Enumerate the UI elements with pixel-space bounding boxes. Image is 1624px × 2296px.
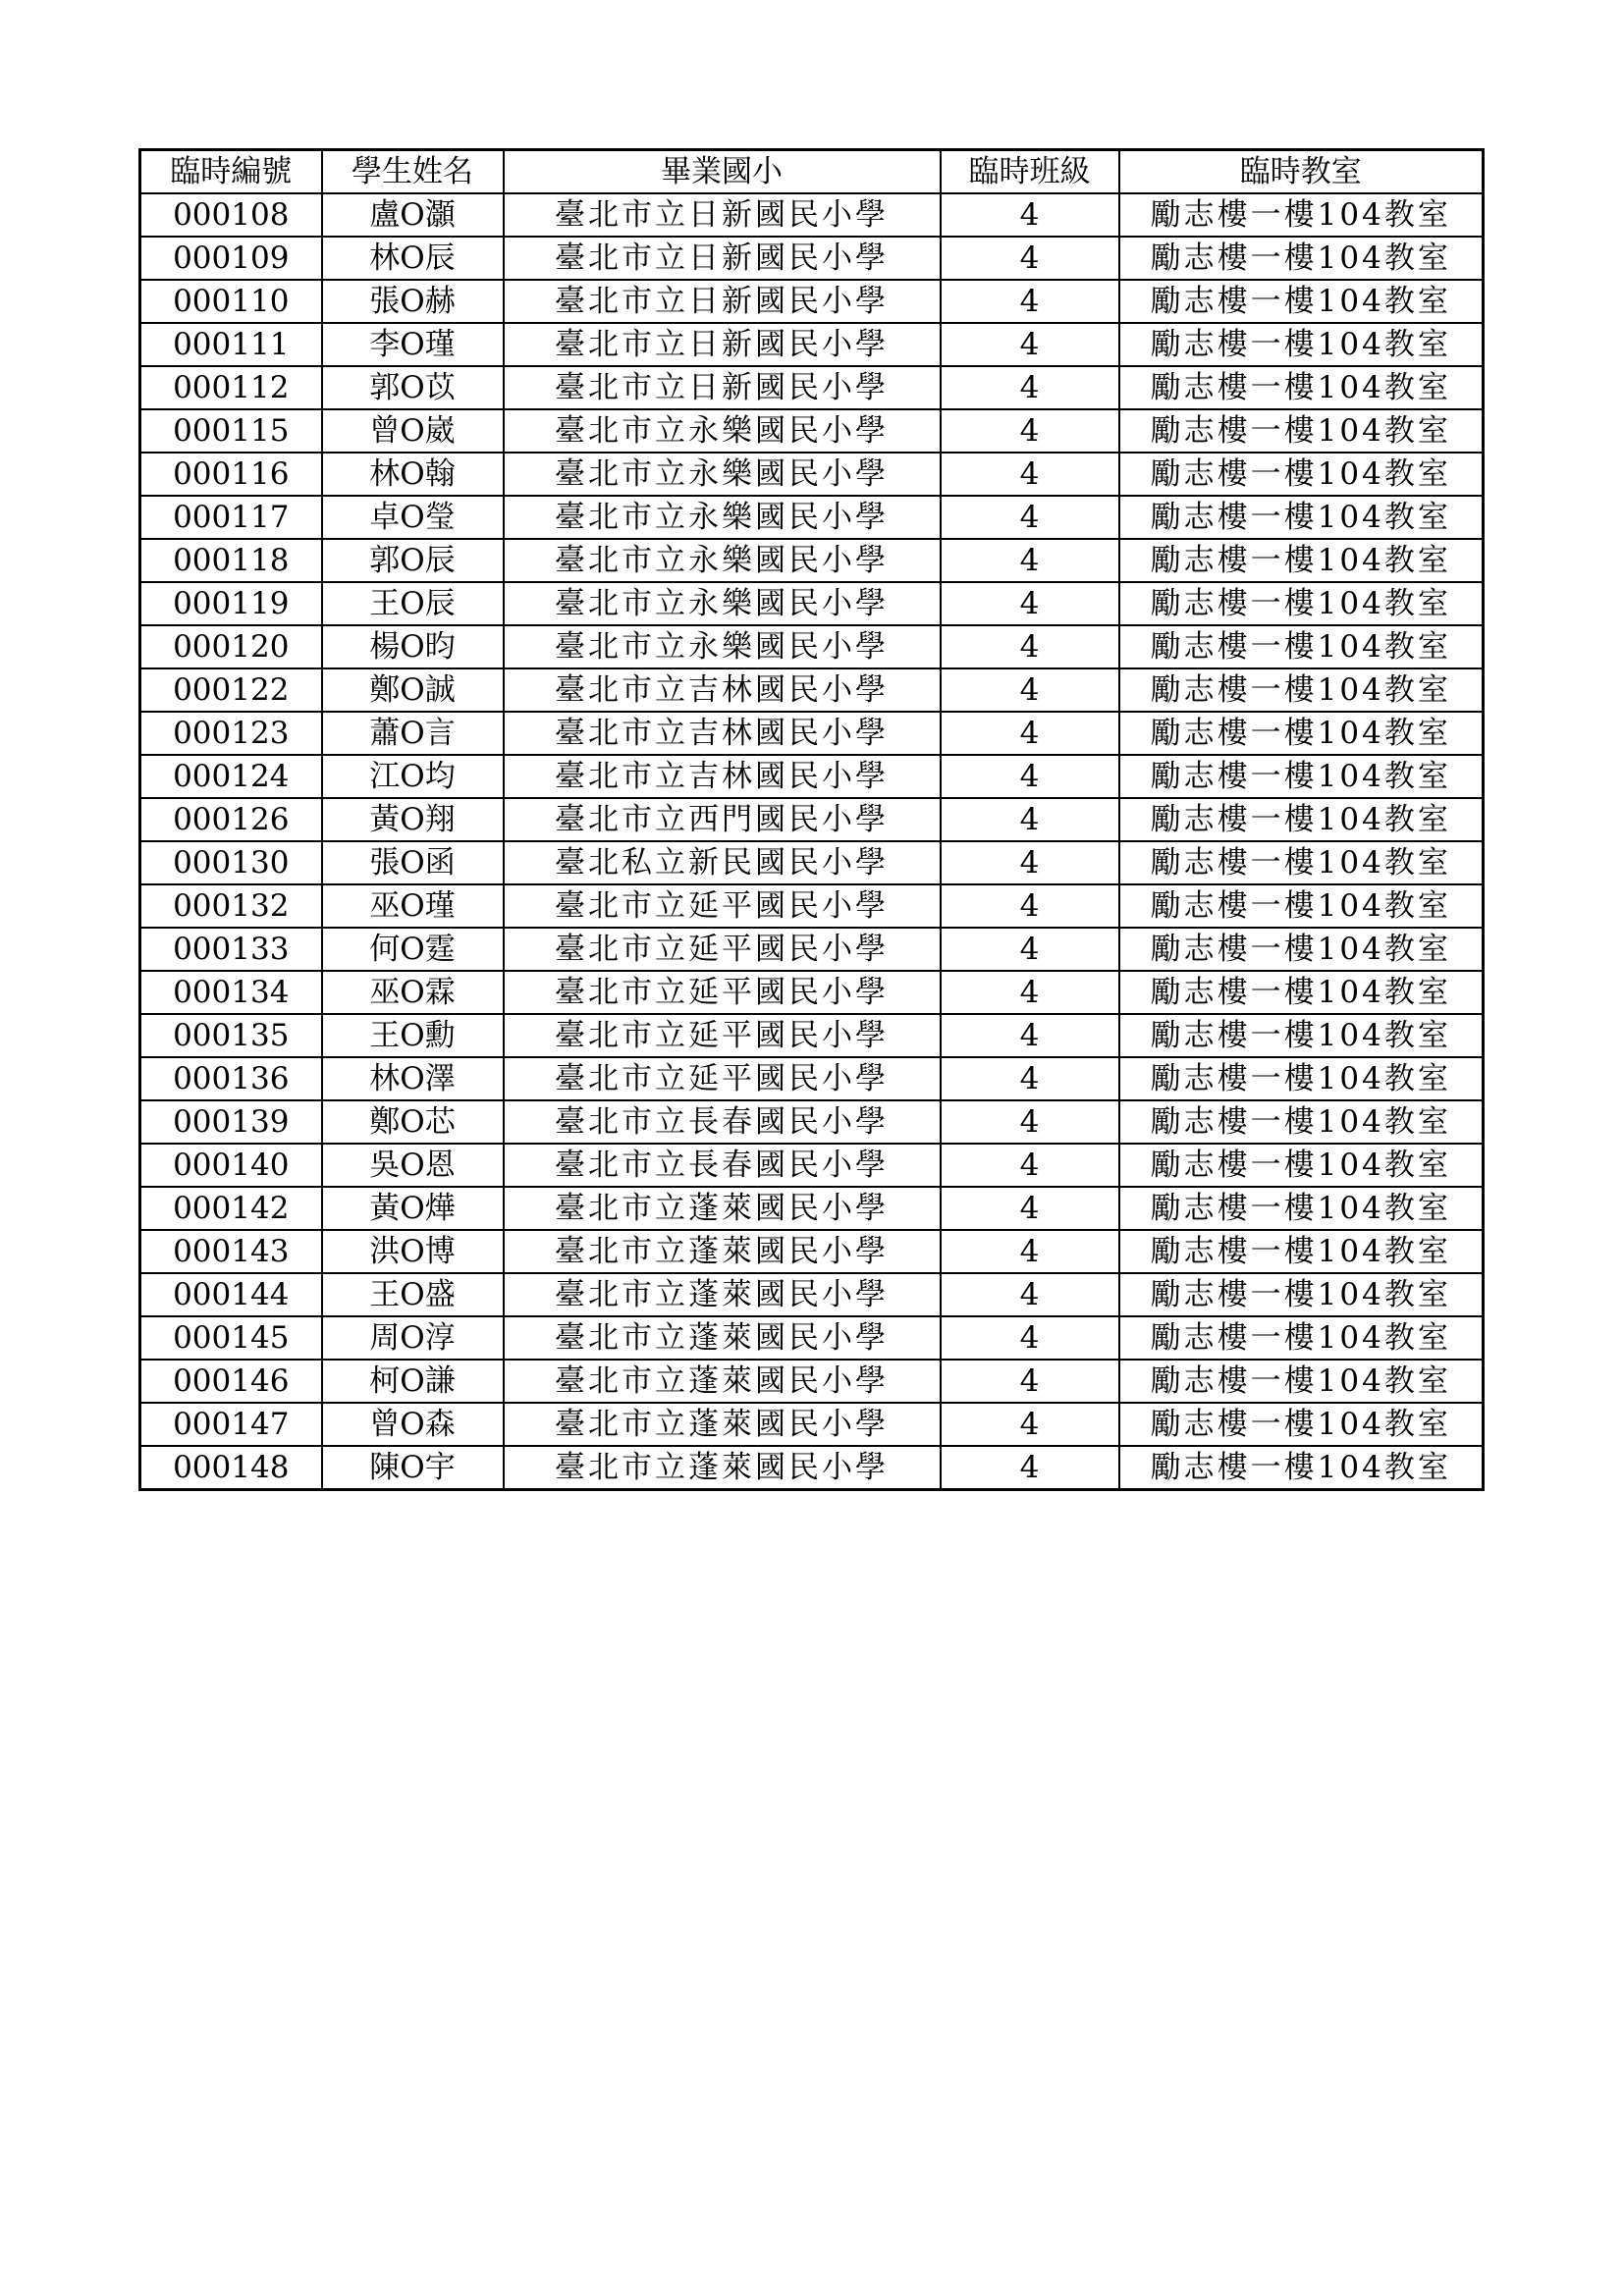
- header-row: [140, 150, 1484, 194]
- student-name-cell: 黃O燁: [322, 1187, 504, 1230]
- table-row: [140, 1360, 1484, 1403]
- school-cell: 臺北市立永樂國民小學: [504, 453, 941, 496]
- school-cell: 臺北市立日新國民小學: [504, 366, 941, 409]
- classroom-cell: 勵志樓一樓104教室: [1119, 884, 1484, 928]
- school-cell: 臺北市立日新國民小學: [504, 193, 941, 237]
- student-name-cell: 何O霆: [322, 928, 504, 971]
- table-row: [140, 755, 1484, 798]
- temp-id-cell: 000116: [140, 453, 322, 496]
- student-name-cell: 王O勳: [322, 1014, 504, 1057]
- table-row: [140, 366, 1484, 409]
- student-name-cell: 郭O苡: [322, 366, 504, 409]
- table-row: [140, 841, 1484, 884]
- student-name-cell: 卓O瑩: [322, 496, 504, 539]
- temp-id-cell: 000132: [140, 884, 322, 928]
- school-cell: 臺北市立吉林國民小學: [504, 668, 941, 712]
- classroom-cell: 勵志樓一樓104教室: [1119, 237, 1484, 280]
- table-row: [140, 237, 1484, 280]
- table-row: [140, 1187, 1484, 1230]
- temp-class-cell: 4: [941, 409, 1119, 453]
- table-header: [140, 150, 1484, 194]
- student-name-cell: 江O均: [322, 755, 504, 798]
- table-row: [140, 409, 1484, 453]
- school-cell: 臺北市立延平國民小學: [504, 884, 941, 928]
- temp-id-cell: 000146: [140, 1360, 322, 1403]
- table-row: [140, 280, 1484, 323]
- student-name-cell: 曾O森: [322, 1403, 504, 1446]
- table-row: [140, 1316, 1484, 1360]
- school-cell: 臺北市立永樂國民小學: [504, 496, 941, 539]
- classroom-cell: 勵志樓一樓104教室: [1119, 193, 1484, 237]
- temp-class-cell: 4: [941, 884, 1119, 928]
- classroom-cell: 勵志樓一樓104教室: [1119, 366, 1484, 409]
- school-cell: 臺北市立長春國民小學: [504, 1144, 941, 1187]
- classroom-cell: 勵志樓一樓104教室: [1119, 1316, 1484, 1360]
- school-cell: 臺北市立長春國民小學: [504, 1100, 941, 1144]
- temp-class-cell: 4: [941, 928, 1119, 971]
- temp-id-cell: 000119: [140, 582, 322, 625]
- classroom-cell: 勵志樓一樓104教室: [1119, 668, 1484, 712]
- classroom-cell: 勵志樓一樓104教室: [1119, 928, 1484, 971]
- school-cell: 臺北市立延平國民小學: [504, 971, 941, 1014]
- temp-class-cell: 4: [941, 496, 1119, 539]
- temp-class-cell: 4: [941, 539, 1119, 582]
- school-cell: 臺北市立永樂國民小學: [504, 409, 941, 453]
- student-roster-table: [138, 148, 1485, 1491]
- temp-class-cell: 4: [941, 366, 1119, 409]
- temp-id-cell: 000143: [140, 1230, 322, 1273]
- temp-id-cell: 000144: [140, 1273, 322, 1316]
- school-cell: 臺北市立吉林國民小學: [504, 712, 941, 755]
- student-name-cell: 鄭O誠: [322, 668, 504, 712]
- school-cell: 臺北市立永樂國民小學: [504, 582, 941, 625]
- table-row: [140, 625, 1484, 668]
- temp-class-cell: 4: [941, 625, 1119, 668]
- classroom-cell: 勵志樓一樓104教室: [1119, 1144, 1484, 1187]
- table-row: [140, 1446, 1484, 1490]
- temp-class-cell: 4: [941, 668, 1119, 712]
- table-row: [140, 496, 1484, 539]
- classroom-cell: 勵志樓一樓104教室: [1119, 625, 1484, 668]
- temp-class-cell: 4: [941, 1273, 1119, 1316]
- temp-class-cell: 4: [941, 237, 1119, 280]
- temp-class-cell: 4: [941, 193, 1119, 237]
- temp-class-cell: 4: [941, 712, 1119, 755]
- school-cell: 臺北市立吉林國民小學: [504, 755, 941, 798]
- temp-class-cell: 4: [941, 1100, 1119, 1144]
- student-name-cell: 林O澤: [322, 1057, 504, 1100]
- school-cell: 臺北市立延平國民小學: [504, 1014, 941, 1057]
- header-elementary-school: 畢業國小: [504, 150, 941, 194]
- temp-id-cell: 000112: [140, 366, 322, 409]
- temp-id-cell: 000148: [140, 1446, 322, 1490]
- school-cell: 臺北市立延平國民小學: [504, 1057, 941, 1100]
- student-name-cell: 曾O崴: [322, 409, 504, 453]
- school-cell: 臺北市立蓬萊國民小學: [504, 1446, 941, 1490]
- temp-class-cell: 4: [941, 755, 1119, 798]
- classroom-cell: 勵志樓一樓104教室: [1119, 539, 1484, 582]
- table-row: [140, 712, 1484, 755]
- temp-id-cell: 000122: [140, 668, 322, 712]
- temp-id-cell: 000142: [140, 1187, 322, 1230]
- school-cell: 臺北市立蓬萊國民小學: [504, 1403, 941, 1446]
- temp-id-cell: 000147: [140, 1403, 322, 1446]
- temp-class-cell: 4: [941, 280, 1119, 323]
- classroom-cell: 勵志樓一樓104教室: [1119, 323, 1484, 366]
- table-row: [140, 193, 1484, 237]
- temp-id-cell: 000118: [140, 539, 322, 582]
- table-row: [140, 928, 1484, 971]
- student-name-cell: 周O淳: [322, 1316, 504, 1360]
- table-row: [140, 1230, 1484, 1273]
- temp-id-cell: 000140: [140, 1144, 322, 1187]
- classroom-cell: 勵志樓一樓104教室: [1119, 1273, 1484, 1316]
- temp-class-cell: 4: [941, 453, 1119, 496]
- table-row: [140, 582, 1484, 625]
- student-name-cell: 柯O謙: [322, 1360, 504, 1403]
- school-cell: 臺北市立延平國民小學: [504, 928, 941, 971]
- temp-class-cell: 4: [941, 971, 1119, 1014]
- table-row: [140, 323, 1484, 366]
- classroom-cell: 勵志樓一樓104教室: [1119, 1057, 1484, 1100]
- classroom-cell: 勵志樓一樓104教室: [1119, 1014, 1484, 1057]
- table-row: [140, 798, 1484, 841]
- classroom-cell: 勵志樓一樓104教室: [1119, 496, 1484, 539]
- temp-id-cell: 000145: [140, 1316, 322, 1360]
- temp-id-cell: 000109: [140, 237, 322, 280]
- header-student-name: 學生姓名: [322, 150, 504, 194]
- student-name-cell: 郭O辰: [322, 539, 504, 582]
- classroom-cell: 勵志樓一樓104教室: [1119, 280, 1484, 323]
- temp-class-cell: 4: [941, 798, 1119, 841]
- classroom-cell: 勵志樓一樓104教室: [1119, 841, 1484, 884]
- table-row: [140, 1273, 1484, 1316]
- temp-id-cell: 000136: [140, 1057, 322, 1100]
- temp-class-cell: 4: [941, 1360, 1119, 1403]
- classroom-cell: 勵志樓一樓104教室: [1119, 1187, 1484, 1230]
- table-row: [140, 971, 1484, 1014]
- table-row: [140, 453, 1484, 496]
- school-cell: 臺北市立蓬萊國民小學: [504, 1187, 941, 1230]
- school-cell: 臺北市立蓬萊國民小學: [504, 1230, 941, 1273]
- temp-id-cell: 000133: [140, 928, 322, 971]
- school-cell: 臺北市立日新國民小學: [504, 323, 941, 366]
- school-cell: 臺北市立蓬萊國民小學: [504, 1273, 941, 1316]
- school-cell: 臺北市立蓬萊國民小學: [504, 1360, 941, 1403]
- temp-class-cell: 4: [941, 841, 1119, 884]
- classroom-cell: 勵志樓一樓104教室: [1119, 755, 1484, 798]
- school-cell: 臺北私立新民國民小學: [504, 841, 941, 884]
- temp-class-cell: 4: [941, 1316, 1119, 1360]
- school-cell: 臺北市立日新國民小學: [504, 237, 941, 280]
- temp-class-cell: 4: [941, 1057, 1119, 1100]
- temp-id-cell: 000126: [140, 798, 322, 841]
- temp-id-cell: 000108: [140, 193, 322, 237]
- student-name-cell: 蕭O言: [322, 712, 504, 755]
- table-row: [140, 1014, 1484, 1057]
- student-name-cell: 林O辰: [322, 237, 504, 280]
- student-name-cell: 張O赫: [322, 280, 504, 323]
- table-row: [140, 1403, 1484, 1446]
- table-body: [140, 193, 1484, 1490]
- temp-id-cell: 000139: [140, 1100, 322, 1144]
- school-cell: 臺北市立永樂國民小學: [504, 625, 941, 668]
- school-cell: 臺北市立西門國民小學: [504, 798, 941, 841]
- student-name-cell: 洪O博: [322, 1230, 504, 1273]
- student-name-cell: 李O瑾: [322, 323, 504, 366]
- student-name-cell: 陳O宇: [322, 1446, 504, 1490]
- student-name-cell: 林O翰: [322, 453, 504, 496]
- temp-id-cell: 000123: [140, 712, 322, 755]
- temp-id-cell: 000134: [140, 971, 322, 1014]
- table-row: [140, 1057, 1484, 1100]
- temp-class-cell: 4: [941, 1230, 1119, 1273]
- classroom-cell: 勵志樓一樓104教室: [1119, 582, 1484, 625]
- header-temp-id: 臨時編號: [140, 150, 322, 194]
- student-name-cell: 吳O恩: [322, 1144, 504, 1187]
- student-name-cell: 巫O瑾: [322, 884, 504, 928]
- classroom-cell: 勵志樓一樓104教室: [1119, 453, 1484, 496]
- temp-id-cell: 000124: [140, 755, 322, 798]
- student-name-cell: 盧O灝: [322, 193, 504, 237]
- temp-class-cell: 4: [941, 1403, 1119, 1446]
- classroom-cell: 勵志樓一樓104教室: [1119, 409, 1484, 453]
- temp-class-cell: 4: [941, 1187, 1119, 1230]
- classroom-cell: 勵志樓一樓104教室: [1119, 1100, 1484, 1144]
- table-row: [140, 884, 1484, 928]
- classroom-cell: 勵志樓一樓104教室: [1119, 798, 1484, 841]
- table-row: [140, 1144, 1484, 1187]
- student-name-cell: 黃O翔: [322, 798, 504, 841]
- temp-id-cell: 000111: [140, 323, 322, 366]
- temp-id-cell: 000130: [140, 841, 322, 884]
- student-name-cell: 王O盛: [322, 1273, 504, 1316]
- temp-id-cell: 000115: [140, 409, 322, 453]
- student-name-cell: 巫O霖: [322, 971, 504, 1014]
- school-cell: 臺北市立日新國民小學: [504, 280, 941, 323]
- student-name-cell: 王O辰: [322, 582, 504, 625]
- classroom-cell: 勵志樓一樓104教室: [1119, 971, 1484, 1014]
- student-name-cell: 楊O昀: [322, 625, 504, 668]
- temp-class-cell: 4: [941, 582, 1119, 625]
- temp-class-cell: 4: [941, 323, 1119, 366]
- school-cell: 臺北市立永樂國民小學: [504, 539, 941, 582]
- table-row: [140, 1100, 1484, 1144]
- temp-id-cell: 000117: [140, 496, 322, 539]
- classroom-cell: 勵志樓一樓104教室: [1119, 712, 1484, 755]
- school-cell: 臺北市立蓬萊國民小學: [504, 1316, 941, 1360]
- classroom-cell: 勵志樓一樓104教室: [1119, 1403, 1484, 1446]
- table-row: [140, 539, 1484, 582]
- temp-class-cell: 4: [941, 1014, 1119, 1057]
- header-temp-class: 臨時班級: [941, 150, 1119, 194]
- classroom-cell: 勵志樓一樓104教室: [1119, 1230, 1484, 1273]
- temp-id-cell: 000135: [140, 1014, 322, 1057]
- temp-id-cell: 000110: [140, 280, 322, 323]
- temp-class-cell: 4: [941, 1446, 1119, 1490]
- temp-class-cell: 4: [941, 1144, 1119, 1187]
- temp-id-cell: 000120: [140, 625, 322, 668]
- student-name-cell: 張O函: [322, 841, 504, 884]
- classroom-cell: 勵志樓一樓104教室: [1119, 1360, 1484, 1403]
- header-temp-classroom: 臨時教室: [1119, 150, 1484, 194]
- table-row: [140, 668, 1484, 712]
- student-name-cell: 鄭O芯: [322, 1100, 504, 1144]
- classroom-cell: 勵志樓一樓104教室: [1119, 1446, 1484, 1490]
